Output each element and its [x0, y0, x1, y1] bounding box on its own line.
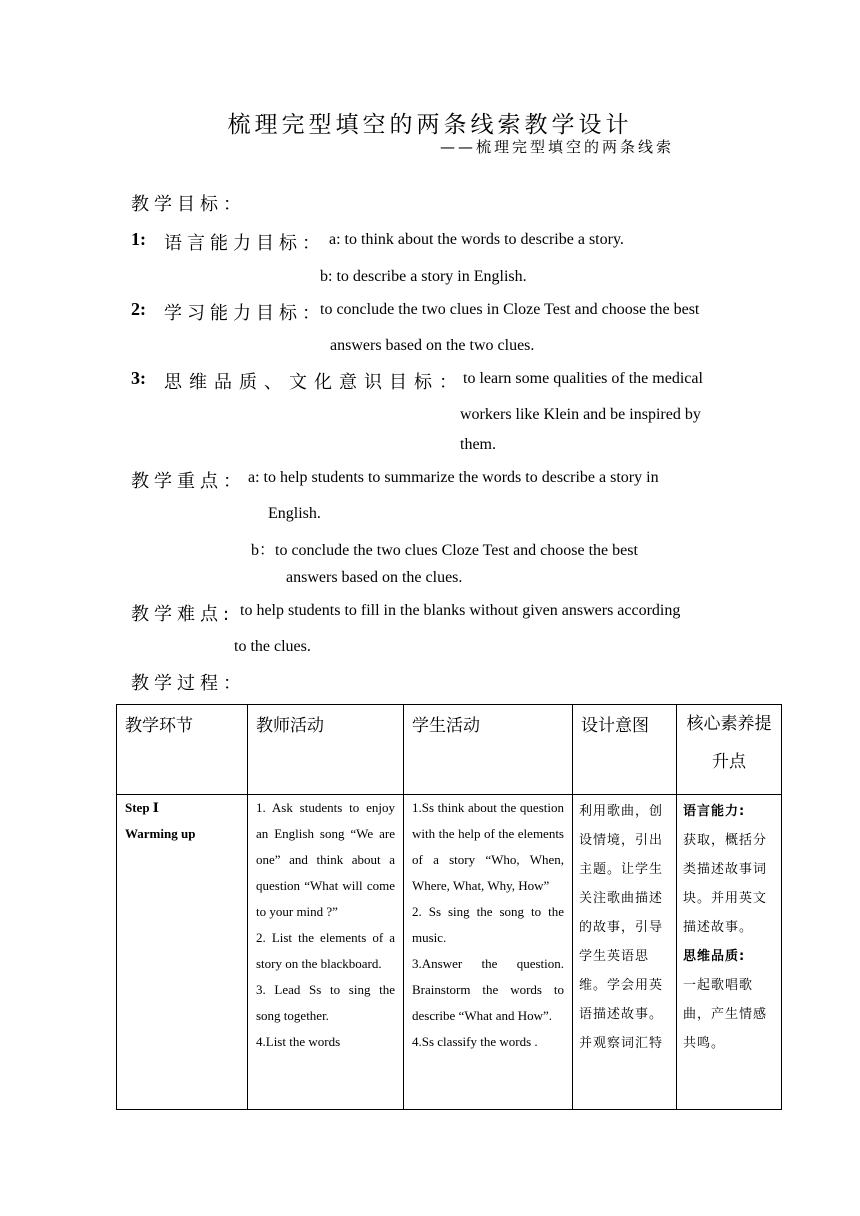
- document-subtitle: ——梳理完型填空的两条线索: [440, 138, 675, 156]
- design-intent-cell: 利用歌曲，创设情境，引出主题。让学生关注歌曲描述的故事，引导学生英语思维。学会用英语描述故事。并观察词汇特: [573, 795, 677, 1110]
- objective-2-label: 学习能力目标：: [164, 303, 325, 324]
- header-design-intent: 设计意图: [573, 705, 677, 795]
- difficult-points-label: 教学难点:: [131, 604, 235, 625]
- objective-3-number: 3:: [131, 368, 146, 388]
- student-activity-4: 4.Ss classify the words .: [412, 1034, 538, 1049]
- key-point-b-line-2: answers based on the clues.: [286, 569, 463, 586]
- header-stage: 教学环节: [117, 705, 248, 795]
- objective-1-label: 语言能力目标：: [164, 233, 325, 254]
- objective-3-label: 思维品质、文化意识目标：: [164, 372, 464, 393]
- objective-1-a: a: to think about the words to describe a story.: [329, 231, 624, 248]
- core-competency-cell: [677, 795, 782, 1110]
- objective-2-line-2: answers based on the two clues.: [330, 337, 535, 354]
- objective-1-number: 1:: [131, 229, 146, 249]
- process-table: [116, 704, 782, 1110]
- objective-2-line-1: to conclude the two clues in Cloze Test and choose the best: [320, 301, 700, 318]
- core-competency-text-2: 一起歌唱歌曲，产生情感共鸣。: [683, 978, 768, 1051]
- header-core-competency: 核心素养提升点: [677, 705, 782, 795]
- core-competency-text-1: 获取，概括分类描述故事词块。并用英文描述故事。: [683, 833, 768, 935]
- student-activity-1: 1.Ss think about the question with the help of the elements of a story “Who, When, Where, What, Why, How”: [412, 800, 564, 893]
- step-name: Warming up: [125, 826, 196, 841]
- core-competency-label-1: 语言能力:: [683, 804, 746, 819]
- document-title: 梳理完型填空的两条线索教学设计: [227, 112, 633, 138]
- student-activity-cell: [404, 795, 573, 1110]
- difficult-points-line-1: to help students to fill in the blanks without given answers according: [240, 602, 681, 619]
- objective-3-line-2: workers like Klein and be inspired by: [460, 406, 701, 423]
- key-point-a-line-2: English.: [268, 505, 321, 522]
- step-number: Step Ⅰ: [125, 800, 159, 815]
- teacher-activity-4: 4.List the words: [256, 1034, 341, 1049]
- key-points-label: 教学重点：: [131, 471, 246, 492]
- teacher-activity-2: 2. List the elements of a story on the blackboard.: [256, 930, 395, 971]
- objective-2-number: 2:: [131, 299, 146, 319]
- key-point-b-line-1: b：to conclude the two clues Cloze Test and choose the best: [251, 542, 638, 559]
- difficult-points-line-2: to the clues.: [234, 638, 311, 655]
- objective-1-b: b: to describe a story in English.: [320, 268, 527, 285]
- header-student-activity: 学生活动: [404, 705, 573, 795]
- core-competency-label-2: 思维品质:: [683, 949, 746, 964]
- student-activity-3: 3.Answer the question. Brainstorm the words to describe “What and How”.: [412, 956, 564, 1023]
- teacher-activity-3: 3. Lead Ss to sing the song together.: [256, 982, 395, 1023]
- header-teacher-activity: 教师活动: [248, 705, 404, 795]
- teacher-activity-1: 1. Ask students to enjoy an English song “We are one” and think about a question “What will come to your mind ?”: [256, 800, 395, 919]
- table-row: [117, 795, 782, 1110]
- objective-3-line-1: to learn some qualities of the medical: [463, 370, 703, 387]
- step-cell: [117, 795, 248, 1110]
- table-header-row: [117, 705, 782, 795]
- objectives-heading: 教学目标：: [131, 194, 246, 215]
- teacher-activity-cell: [248, 795, 404, 1110]
- student-activity-2: 2. Ss sing the song to the music.: [412, 904, 564, 945]
- objective-3-line-3: them.: [460, 436, 496, 453]
- key-point-a-line-1: a: to help students to summarize the words to describe a story in: [248, 469, 659, 486]
- process-heading: 教学过程：: [131, 673, 246, 694]
